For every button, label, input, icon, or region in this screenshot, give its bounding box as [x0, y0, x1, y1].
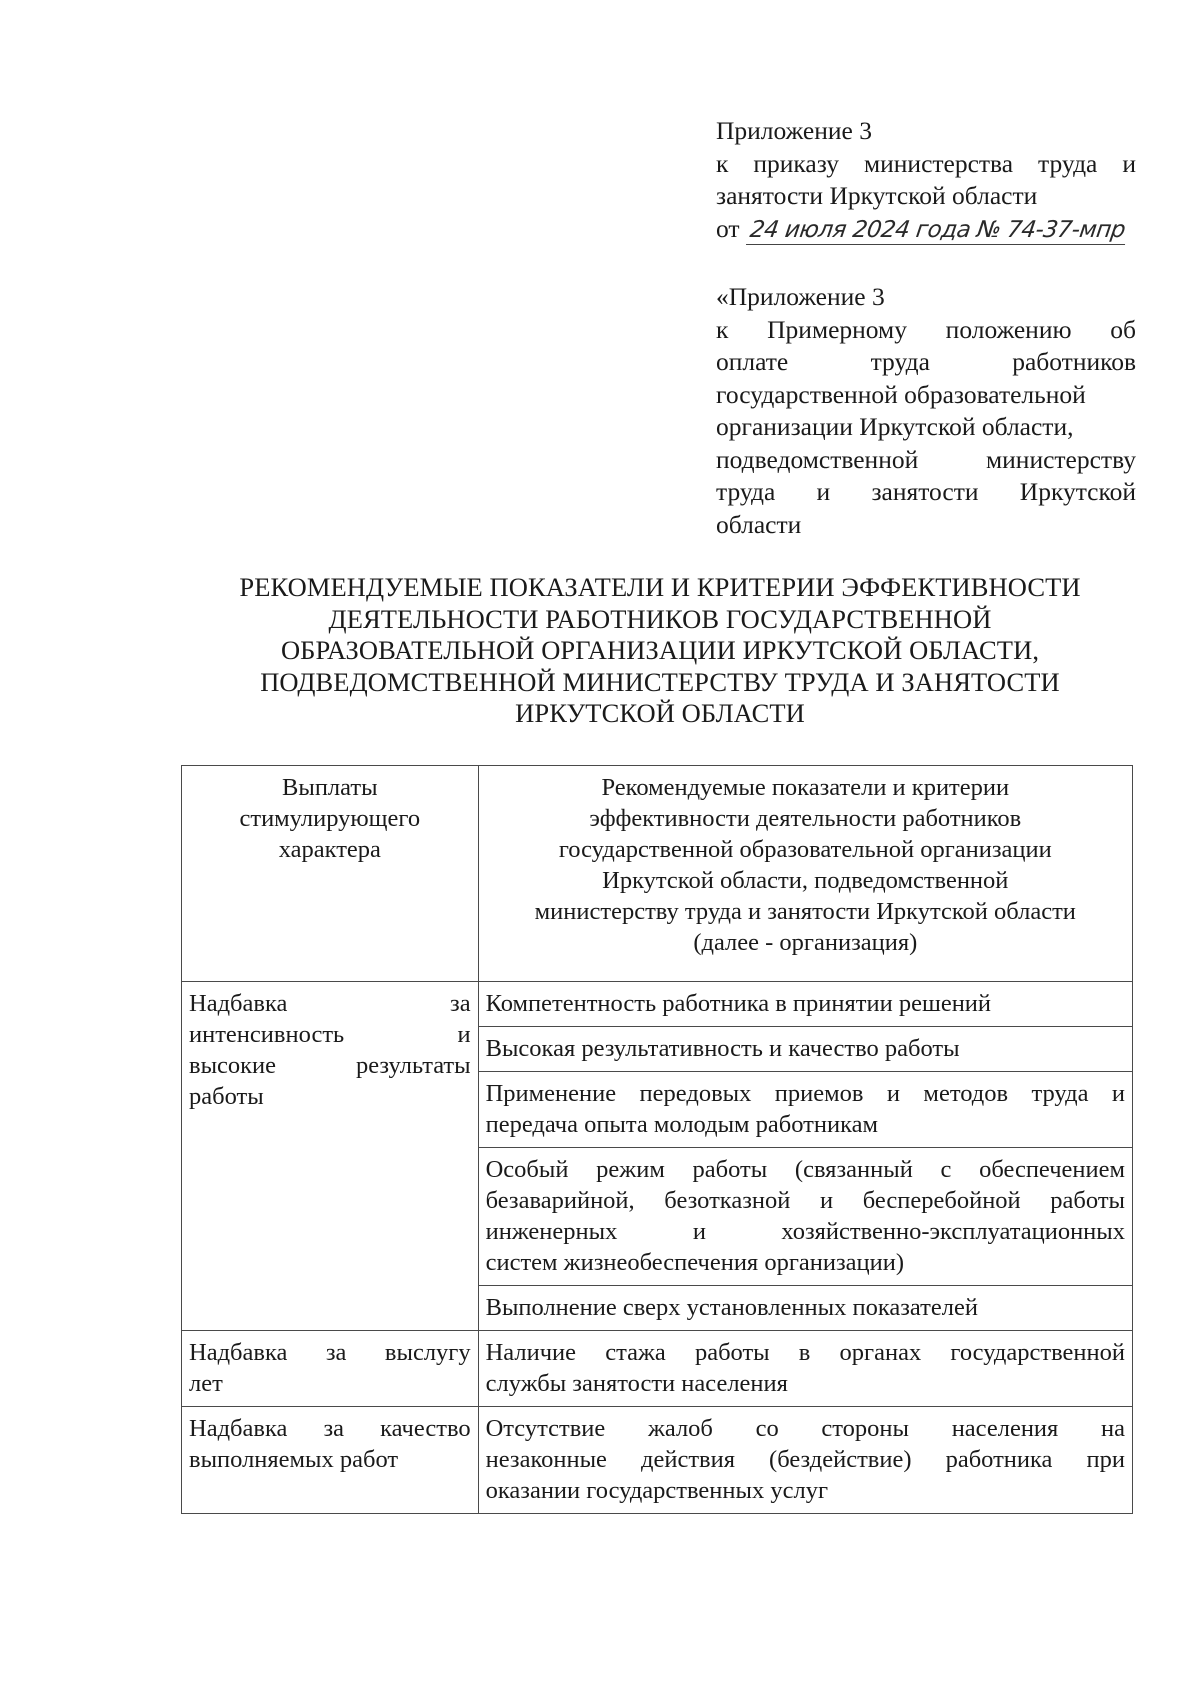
payment-type-line: Надбавка за качество — [189, 1415, 471, 1442]
handwritten-date-and-number: 24 июля 2024 года № 74-37-мпр — [746, 216, 1129, 245]
order-date-line — [716, 213, 1136, 246]
appendix-ref-line: оплате труда работников — [716, 347, 1136, 376]
title-line: ОБРАЗОВАТЕЛЬНОЙ ОРГАНИЗАЦИИ ИРКУТСКОЙ ОБЛАСТИ, — [280, 635, 1040, 665]
appendix-header-block — [716, 115, 1136, 245]
title-line: ДЕЯТЕЛЬНОСТИ РАБОТНИКОВ ГОСУДАРСТВЕННОЙ — [328, 603, 992, 634]
criterion-line: инженерных и хозяйственно-эксплуатационных — [485, 1218, 1125, 1245]
appendix-ref-line: государственной образовательной — [716, 379, 1086, 409]
table-row — [182, 1331, 1133, 1407]
appendix-header-line: Приложение 3 — [716, 116, 872, 145]
criterion-line: службы занятости населения — [485, 1370, 788, 1397]
payment-type-line: выполняемых работ — [189, 1446, 399, 1473]
appendix-header-line: занятости Иркутской области — [716, 181, 1038, 210]
header-line: характера — [278, 836, 381, 863]
criterion-cell — [478, 1072, 1132, 1148]
payment-type-line: высокие результаты — [189, 1052, 471, 1079]
appendix-ref-line: организации Иркутской области, — [716, 412, 1074, 441]
criterion-line: Компетентность работника в принятии решений — [485, 990, 992, 1017]
payment-type-cell — [182, 1407, 479, 1514]
criterion-line: Применение передовых приемов и методов труда и — [485, 1080, 1125, 1107]
criterion-line: передача опыта молодым работникам — [485, 1111, 879, 1138]
header-line: Выплаты — [282, 774, 378, 801]
header-line: Иркутской области, подведомственной — [602, 867, 1009, 894]
criterion-line: незаконные действия (бездействие) работника при — [485, 1446, 1125, 1473]
header-line: министерству труда и занятости Иркутской области — [534, 898, 1076, 925]
criteria-table — [181, 765, 1133, 1514]
criterion-line: систем жизнеобеспечения организации) — [485, 1249, 905, 1276]
header-cell-criteria — [478, 766, 1132, 982]
header-line: Рекомендуемые показатели и критерии — [601, 774, 1010, 801]
criterion-cell — [478, 1331, 1132, 1407]
criterion-line: Наличие стажа работы в органах государственной — [485, 1339, 1125, 1366]
payment-type-cell — [182, 982, 479, 1331]
payment-type-line: интенсивность и — [189, 1021, 471, 1048]
header-cell-payments — [182, 766, 479, 982]
appendix-ref-line: к Примерному положению об — [716, 314, 1136, 344]
criterion-line: безаварийной, безотказной и бесперебойной работы — [485, 1187, 1125, 1214]
appendix-reference-block — [716, 281, 1136, 541]
criterion-line: Особый режим работы (связанный с обеспечением — [485, 1156, 1125, 1183]
appendix-ref-line: области — [716, 509, 802, 539]
table-row — [182, 1407, 1133, 1514]
appendix-ref-line: труда и занятости Иркутской — [716, 477, 1136, 506]
criterion-line: Высокая результативность и качество работы — [485, 1035, 960, 1062]
table-header-row — [182, 766, 1133, 982]
payment-type-cell — [182, 1331, 479, 1407]
header-line: (далее - организация) — [693, 929, 918, 956]
appendix-ref-line: «Приложение 3 — [716, 282, 885, 311]
date-prefix: от — [716, 213, 740, 243]
payment-type-line: работы — [189, 1083, 264, 1110]
header-line: стимулирующего — [239, 805, 421, 832]
criterion-line: оказании государственных услуг — [485, 1477, 829, 1504]
criterion-cell — [478, 1407, 1132, 1514]
document-title — [180, 572, 1140, 730]
appendix-ref-line: подведомственной министерству — [716, 444, 1136, 474]
title-line: ПОДВЕДОМСТВЕННОЙ МИНИСТЕРСТВУ ТРУДА И ЗАНЯТОСТИ — [260, 666, 1060, 697]
criterion-cell — [478, 1286, 1132, 1331]
appendix-header-line: к приказу министерства труда и — [716, 148, 1136, 178]
criterion-cell — [478, 1148, 1132, 1286]
payment-type-line: Надбавка за — [189, 990, 471, 1017]
payment-type-line: Надбавка за выслугу — [189, 1339, 471, 1366]
table-row — [182, 982, 1133, 1027]
header-line: государственной образовательной организации — [558, 836, 1052, 863]
criterion-cell — [478, 982, 1132, 1027]
criterion-line: Выполнение сверх установленных показателей — [485, 1294, 978, 1321]
title-line: ИРКУТСКОЙ ОБЛАСТИ — [515, 698, 805, 728]
title-line: РЕКОМЕНДУЕМЫЕ ПОКАЗАТЕЛИ И КРИТЕРИИ ЭФФЕКТИВНОСТИ — [239, 572, 1081, 602]
header-line: эффективности деятельности работников — [589, 805, 1022, 832]
criterion-line: Отсутствие жалоб со стороны населения на — [485, 1415, 1125, 1442]
payment-type-line: лет — [189, 1370, 223, 1397]
criterion-cell — [478, 1027, 1132, 1072]
